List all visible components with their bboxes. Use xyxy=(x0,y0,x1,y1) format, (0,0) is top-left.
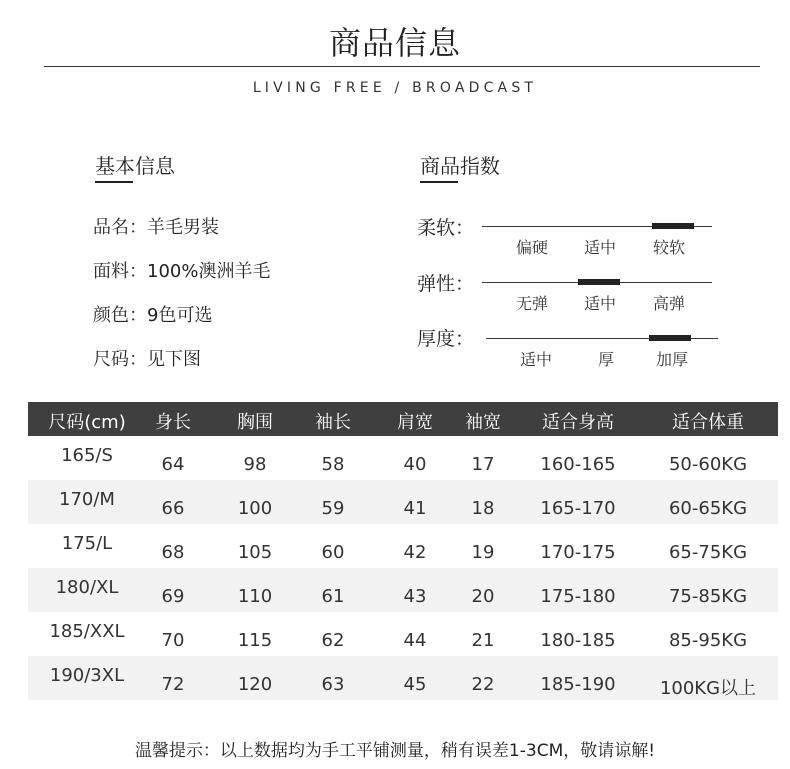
softness-option-1: 偏硬 xyxy=(515,238,548,257)
info-size-value: 见下图 xyxy=(147,349,201,370)
cell-sleeve-length: 59 xyxy=(321,498,345,519)
header-sleeve-length: 袖长 xyxy=(315,412,351,433)
measurement-note: 温馨提示：以上数据均为手工平铺测量，稍有误差1-3CM，敬请谅解! xyxy=(134,741,656,761)
info-size xyxy=(93,345,201,371)
index-thickness-label: 厚度： xyxy=(417,328,475,350)
cell-sleeve-length: 61 xyxy=(321,586,345,607)
cell-chest: 115 xyxy=(237,630,273,651)
cell-sleeve-width: 21 xyxy=(471,630,495,651)
cell-sleeve-length: 58 xyxy=(321,454,345,475)
cell-shoulder: 41 xyxy=(403,498,427,519)
header-body-length: 身长 xyxy=(155,412,191,433)
elasticity-scale-marker xyxy=(578,279,620,285)
cell-height: 185-190 xyxy=(540,674,616,695)
info-size-label: 尺码： xyxy=(93,349,147,370)
cell-chest: 105 xyxy=(237,542,273,563)
cell-size: 185/XXL xyxy=(49,621,125,642)
table-row xyxy=(28,568,778,612)
cell-shoulder: 43 xyxy=(403,586,427,607)
cell-shoulder: 44 xyxy=(403,630,427,651)
header-size: 尺码(cm) xyxy=(48,412,126,433)
cell-size: 180/XL xyxy=(55,577,119,598)
cell-body-length: 64 xyxy=(161,454,185,475)
header-sleeve-width: 袖宽 xyxy=(465,412,501,433)
cell-weight: 100KG以上 xyxy=(659,678,757,699)
table-row xyxy=(28,524,778,568)
header-shoulder: 肩宽 xyxy=(397,412,433,433)
info-name-value: 羊毛男装 xyxy=(147,217,219,238)
thickness-scale-marker xyxy=(649,335,691,341)
cell-height: 165-170 xyxy=(540,498,616,519)
page-subtitle: LIVING FREE / BROADCAST xyxy=(252,80,538,96)
info-name-label: 品名： xyxy=(93,217,147,238)
softness-option-3: 较软 xyxy=(652,238,685,257)
cell-height: 175-180 xyxy=(540,586,616,607)
softness-option-2: 适中 xyxy=(583,238,616,257)
softness-scale-marker xyxy=(652,223,694,229)
product-index-underline xyxy=(420,181,458,183)
cell-height: 160-165 xyxy=(540,454,616,475)
cell-shoulder: 42 xyxy=(403,542,427,563)
cell-sleeve-length: 62 xyxy=(321,630,345,651)
info-color xyxy=(93,301,212,327)
header-weight: 适合体重 xyxy=(672,412,744,433)
cell-weight: 65-75KG xyxy=(668,542,748,563)
index-softness-label: 柔软： xyxy=(417,217,475,239)
info-fabric xyxy=(93,257,270,283)
thickness-option-1: 适中 xyxy=(519,350,552,369)
cell-body-length: 68 xyxy=(161,542,185,563)
cell-sleeve-width: 17 xyxy=(471,454,495,475)
cell-chest: 120 xyxy=(237,674,273,695)
cell-body-length: 66 xyxy=(161,498,185,519)
cell-size: 190/3XL xyxy=(49,665,125,686)
basic-info-underline xyxy=(95,181,133,183)
cell-sleeve-width: 22 xyxy=(471,674,495,695)
elasticity-option-3: 高弹 xyxy=(652,294,685,313)
cell-chest: 100 xyxy=(237,498,273,519)
cell-chest: 110 xyxy=(237,586,273,607)
info-fabric-label: 面料： xyxy=(93,261,147,282)
header-height: 适合身高 xyxy=(542,412,614,433)
header-chest: 胸围 xyxy=(237,412,273,433)
table-row xyxy=(28,656,778,700)
size-table-header xyxy=(28,402,778,436)
cell-weight: 60-65KG xyxy=(668,498,748,519)
elasticity-option-2: 适中 xyxy=(583,294,616,313)
cell-size: 165/S xyxy=(61,445,113,466)
cell-body-length: 72 xyxy=(161,674,185,695)
info-fabric-value: 100%澳洲羊毛 xyxy=(147,261,271,282)
table-row xyxy=(28,480,778,524)
cell-weight: 75-85KG xyxy=(668,586,748,607)
elasticity-option-1: 无弹 xyxy=(515,294,548,313)
basic-info-heading: 基本信息 xyxy=(95,154,175,178)
table-row xyxy=(28,612,778,656)
index-elasticity-label: 弹性： xyxy=(417,273,475,295)
cell-height: 180-185 xyxy=(540,630,616,651)
cell-body-length: 70 xyxy=(161,630,185,651)
cell-sleeve-width: 18 xyxy=(471,498,495,519)
cell-sleeve-width: 20 xyxy=(471,586,495,607)
table-row xyxy=(28,436,778,480)
info-color-label: 颜色： xyxy=(93,305,147,326)
cell-sleeve-width: 19 xyxy=(471,542,495,563)
cell-height: 170-175 xyxy=(540,542,616,563)
info-color-value: 9色可选 xyxy=(147,305,213,326)
page-title: 商品信息 xyxy=(328,24,461,62)
cell-weight: 85-95KG xyxy=(668,630,748,651)
cell-chest: 98 xyxy=(243,454,267,475)
cell-sleeve-length: 63 xyxy=(321,674,345,695)
cell-body-length: 69 xyxy=(161,586,185,607)
cell-weight: 50-60KG xyxy=(668,454,748,475)
title-divider xyxy=(44,66,760,67)
thickness-option-2: 厚 xyxy=(597,350,614,369)
cell-sleeve-length: 60 xyxy=(321,542,345,563)
cell-size: 170/M xyxy=(59,489,115,510)
size-table xyxy=(28,402,778,700)
cell-shoulder: 40 xyxy=(403,454,427,475)
cell-shoulder: 45 xyxy=(403,674,427,695)
product-index-heading: 商品指数 xyxy=(420,154,500,178)
thickness-option-3: 加厚 xyxy=(655,350,688,369)
info-name xyxy=(93,213,219,239)
cell-size: 175/L xyxy=(61,533,113,554)
